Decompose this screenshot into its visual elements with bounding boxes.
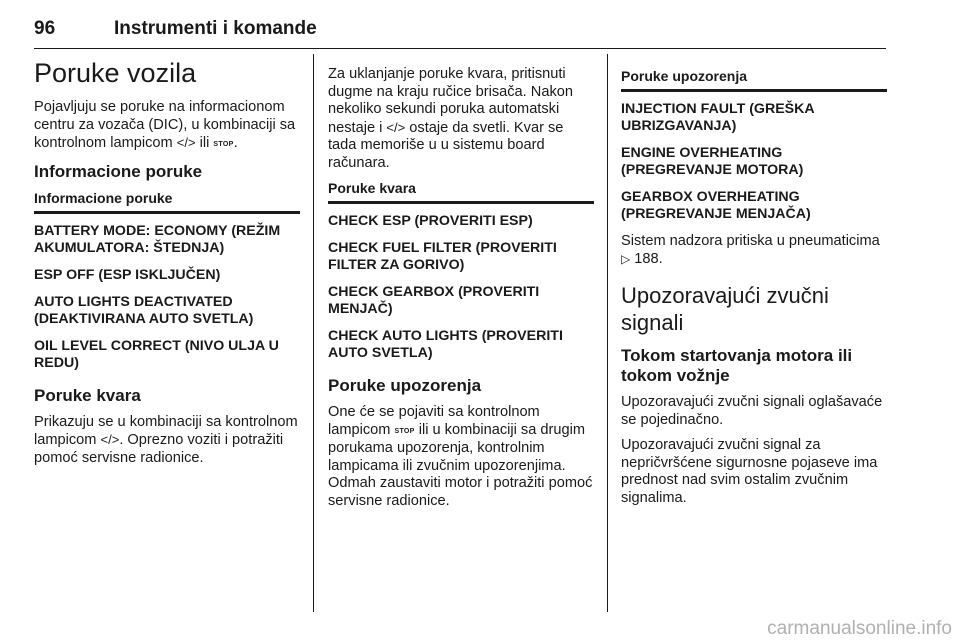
info-message: AUTO LIGHTS DEACTIVATED (DEAKTIVIRANA AUTO SVETLA) [34, 293, 254, 327]
page-title: Poruke vozila [34, 58, 197, 88]
page-reference-link[interactable]: 188. [634, 250, 663, 267]
info-heading: Informacione poruke [34, 161, 203, 181]
page-number: 96 [34, 18, 56, 39]
column-2 [328, 66, 594, 518]
info-subheading: Informacione poruke [34, 190, 300, 214]
chime-heading: Upozoravajući zvučni signali [621, 283, 829, 335]
warning-subheading: Poruke upozorenja [621, 68, 887, 92]
stop-icon: STOP [213, 141, 234, 148]
chime-paragraph: Upozoravajući zvučni signal za nepričvršćene sigurnosne pojaseve ima prednost nad svim ostalim zvučnim signalima. [621, 437, 878, 506]
column-3 [621, 68, 887, 515]
page-reference-arrow-icon: ▷ [621, 251, 631, 266]
fault-message: CHECK ESP (PROVERITI ESP) [328, 213, 533, 229]
warning-message: GEARBOX OVERHEATING (PREGREVANJE MENJAČA) [621, 189, 811, 222]
watermark: carmanualsonline.info [767, 618, 952, 639]
warning-message: ENGINE OVERHEATING (PREGREVANJE MOTORA) [621, 145, 804, 178]
chime-subheading: Tokom startovanja motora ili tokom vožnje [621, 346, 853, 385]
section-title: Instrumenti i komande [114, 18, 317, 39]
column-1 [34, 58, 300, 475]
fault-message: CHECK FUEL FILTER (PROVERITI FILTER ZA GORIVO) [328, 240, 557, 273]
fault-heading: Poruke kvara [34, 385, 141, 405]
chime-paragraph: Upozoravajući zvučni signali oglašavaće se pojedinačno. [621, 394, 883, 428]
info-message: OIL LEVEL CORRECT (NIVO ULJA U REDU) [34, 337, 279, 371]
fault-message: CHECK AUTO LIGHTS (PROVERITI AUTO SVETLA) [328, 328, 563, 361]
warning-paragraph: One će se pojaviti sa kontrolnom lampicom STOP ili u kombinaciji sa drugim porukama upozorenja, kontrolnim lampicama ili zvučnim upozorenjima. Odmah zaustaviti motor i potražiti pomoć servisne radionice. [328, 404, 593, 509]
page-header [34, 12, 886, 49]
tyre-pressure-paragraph: Sistem nadzora pritiska u pneumaticima ▷ 188. [621, 233, 880, 267]
service-wrench-icon: </> [100, 432, 120, 447]
service-wrench-icon: </> [176, 135, 196, 150]
fault-message: CHECK GEARBOX (PROVERITI MENJAČ) [328, 284, 540, 317]
warning-message: INJECTION FAULT (GREŠKA UBRIZGAVANJA) [621, 101, 815, 134]
column-divider [607, 54, 608, 612]
info-message: ESP OFF (ESP ISKLJUČEN) [34, 266, 221, 283]
service-wrench-icon: </> [386, 119, 406, 135]
clear-fault-paragraph: Za uklanjanje poruke kvara, pritisnuti dugme na kraju ručice brisača. Nakon nekoliko sekundi poruka automatski nestaje i </> ostaje da svetli. Kvar se tada memoriše u u sistemu board računara. [328, 66, 573, 171]
intro-paragraph: Pojavljuju se poruke na informacionom centru za vozača (DIC), u kombinaciji sa kontrolnom lampicom </> ili STOP. [34, 99, 300, 154]
fault-paragraph: Prikazuju se u kombinaciji sa kontrolnom lampicom </>. Oprezno voziti i potražiti pomoć servisne radionice. [34, 413, 298, 466]
column-divider [313, 54, 314, 612]
warning-heading: Poruke upozorenja [328, 376, 482, 395]
fault-subheading: Poruke kvara [328, 180, 594, 204]
info-message: BATTERY MODE: ECONOMY (REŽIM AKUMULATORA: ŠTEDNJA) [34, 222, 281, 256]
stop-icon: STOP [394, 427, 415, 435]
